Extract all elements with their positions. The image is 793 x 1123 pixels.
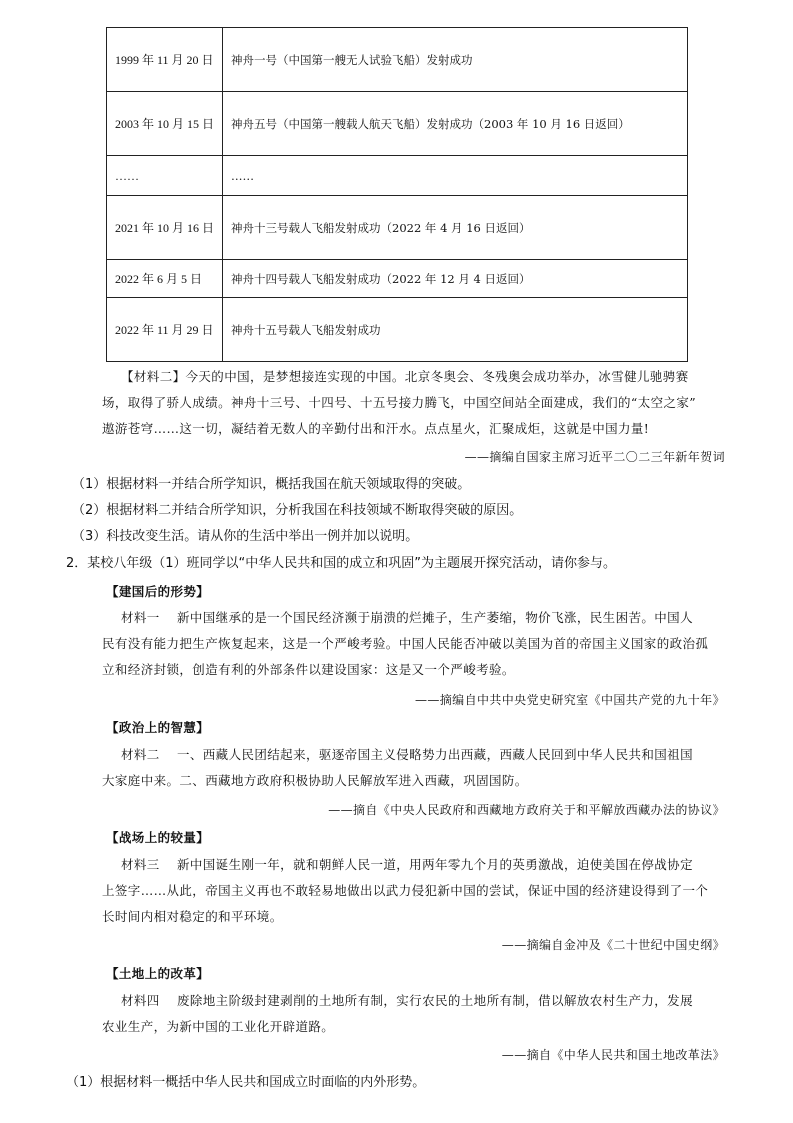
material3-line: 长时间内相对稳定的和平环境。	[102, 909, 283, 924]
shenzhou-timeline-table	[106, 27, 688, 362]
table-row	[107, 196, 688, 260]
table-cell-date: 2021 年 10 月 16 日	[107, 196, 223, 260]
material2-source: ——摘编自国家主席习近平二〇二三年新年贺词	[464, 450, 725, 464]
section-heading: 【战场上的较量】	[106, 830, 210, 845]
table-row	[107, 260, 688, 298]
material3-line: 材料三 新中国诞生刚一年，就和朝鲜人民一道，用两年零九个月的英勇激战，迫使美国在停战协定	[121, 857, 693, 872]
material2b-line: 材料二 一、西藏人民团结起来，驱逐帝国主义侵略势力出西藏，西藏人民回到中华人民共和国祖国	[121, 747, 693, 762]
section-heading: 【建国后的形势】	[106, 584, 210, 599]
material4-line: 农业生产，为新中国的工业化开辟道路。	[102, 1019, 335, 1034]
material4-line: 材料四 废除地主阶级封建剥削的土地所有制，实行农民的土地所有制，借以解放农村生产力，发展	[121, 993, 693, 1008]
table-row	[107, 298, 688, 362]
question-item: （1）根据材料一概括中华人民共和国成立时面临的内外形势。	[66, 1075, 426, 1090]
material1-line: 材料一 新中国继承的是一个国民经济濒于崩溃的烂摊子，生产萎缩，物价飞涨，民生困苦。中国人	[121, 610, 693, 625]
material2b-line: 大家庭中来。二、西藏地方政府积极协助人民解放军进入西藏，巩固国防。	[102, 773, 528, 788]
material2-line: 遨游苍穹……这一切，凝结着无数人的辛勤付出和汗水。点点星火，汇聚成炬，这就是中国力量!	[102, 421, 650, 436]
material3-line: 上签字……从此，帝国主义再也不敢轻易地做出以武力侵犯新中国的尝试，保证中国的经济建设得到了一个	[102, 883, 709, 898]
table-cell-event: 神舟十四号载人飞船发射成功（2022 年 12 月 4 日返回）	[223, 260, 688, 298]
material3-source: ——摘编自金冲及《二十世纪中国史纲》	[501, 938, 725, 952]
table-cell-event: 神舟一号（中国第一艘无人试验飞船）发射成功	[223, 28, 688, 92]
section-heading: 【政治上的智慧】	[106, 720, 210, 735]
table-row	[107, 28, 688, 92]
material2-line: 场，取得了骄人成绩。神舟十三号、十四号、十五号接力腾飞，中国空间站全面建成，我们的“太空之家”	[102, 395, 697, 410]
question-item: （2）根据材料二并结合所学知识，分析我国在科技领域不断取得突破的原因。	[72, 503, 523, 518]
material1-source: ——摘编自中共中央党史研究室《中国共产党的九十年》	[414, 693, 725, 707]
table-cell-date: 2022 年 6 月 5 日	[107, 260, 223, 298]
question2-intro: 2．某校八年级（1）班同学以“中华人民共和国的成立和巩固”为主题展开探究活动，请你参与。	[66, 556, 617, 571]
material4-source: ——摘自《中华人民共和国土地改革法》	[501, 1048, 725, 1062]
table-row	[107, 92, 688, 156]
table-cell-date: 2003 年 10 月 15 日	[107, 92, 223, 156]
table-row	[107, 156, 688, 196]
question-item: （1）根据材料一并结合所学知识，概括我国在航天领域取得的突破。	[72, 477, 471, 492]
table-cell-event: 神舟五号（中国第一艘载人航天飞船）发射成功（2003 年 10 月 16 日返回）	[223, 92, 688, 156]
material2b-source: ——摘自《中央人民政府和西藏地方政府关于和平解放西藏办法的协议》	[328, 803, 725, 817]
table-cell-event: 神舟十三号载人飞船发射成功（2022 年 4 月 16 日返回）	[223, 196, 688, 260]
material1-line: 民有没有能力把生产恢复起来，这是一个严峻考验。中国人民能否冲破以美国为首的帝国主义国家的政治孤	[102, 636, 709, 651]
material1-line: 立和经济封锁，创造有利的外部条件以建设国家：这是又一个严峻考验。	[102, 662, 515, 677]
table-cell-event: 神舟十五号载人飞船发射成功	[223, 298, 688, 362]
table-cell-event: ……	[223, 156, 688, 196]
table-cell-date: ……	[107, 156, 223, 196]
question-item: （3）科技改变生活。请从你的生活中举出一例并加以说明。	[72, 529, 419, 544]
table-cell-date: 1999 年 11 月 20 日	[107, 28, 223, 92]
material2-line: 【材料二】今天的中国，是梦想接连实现的中国。北京冬奥会、冬残奥会成功举办，冰雪健儿驰骋赛	[121, 369, 689, 384]
section-heading: 【土地上的改革】	[106, 966, 210, 981]
table-cell-date: 2022 年 11 月 29 日	[107, 298, 223, 362]
